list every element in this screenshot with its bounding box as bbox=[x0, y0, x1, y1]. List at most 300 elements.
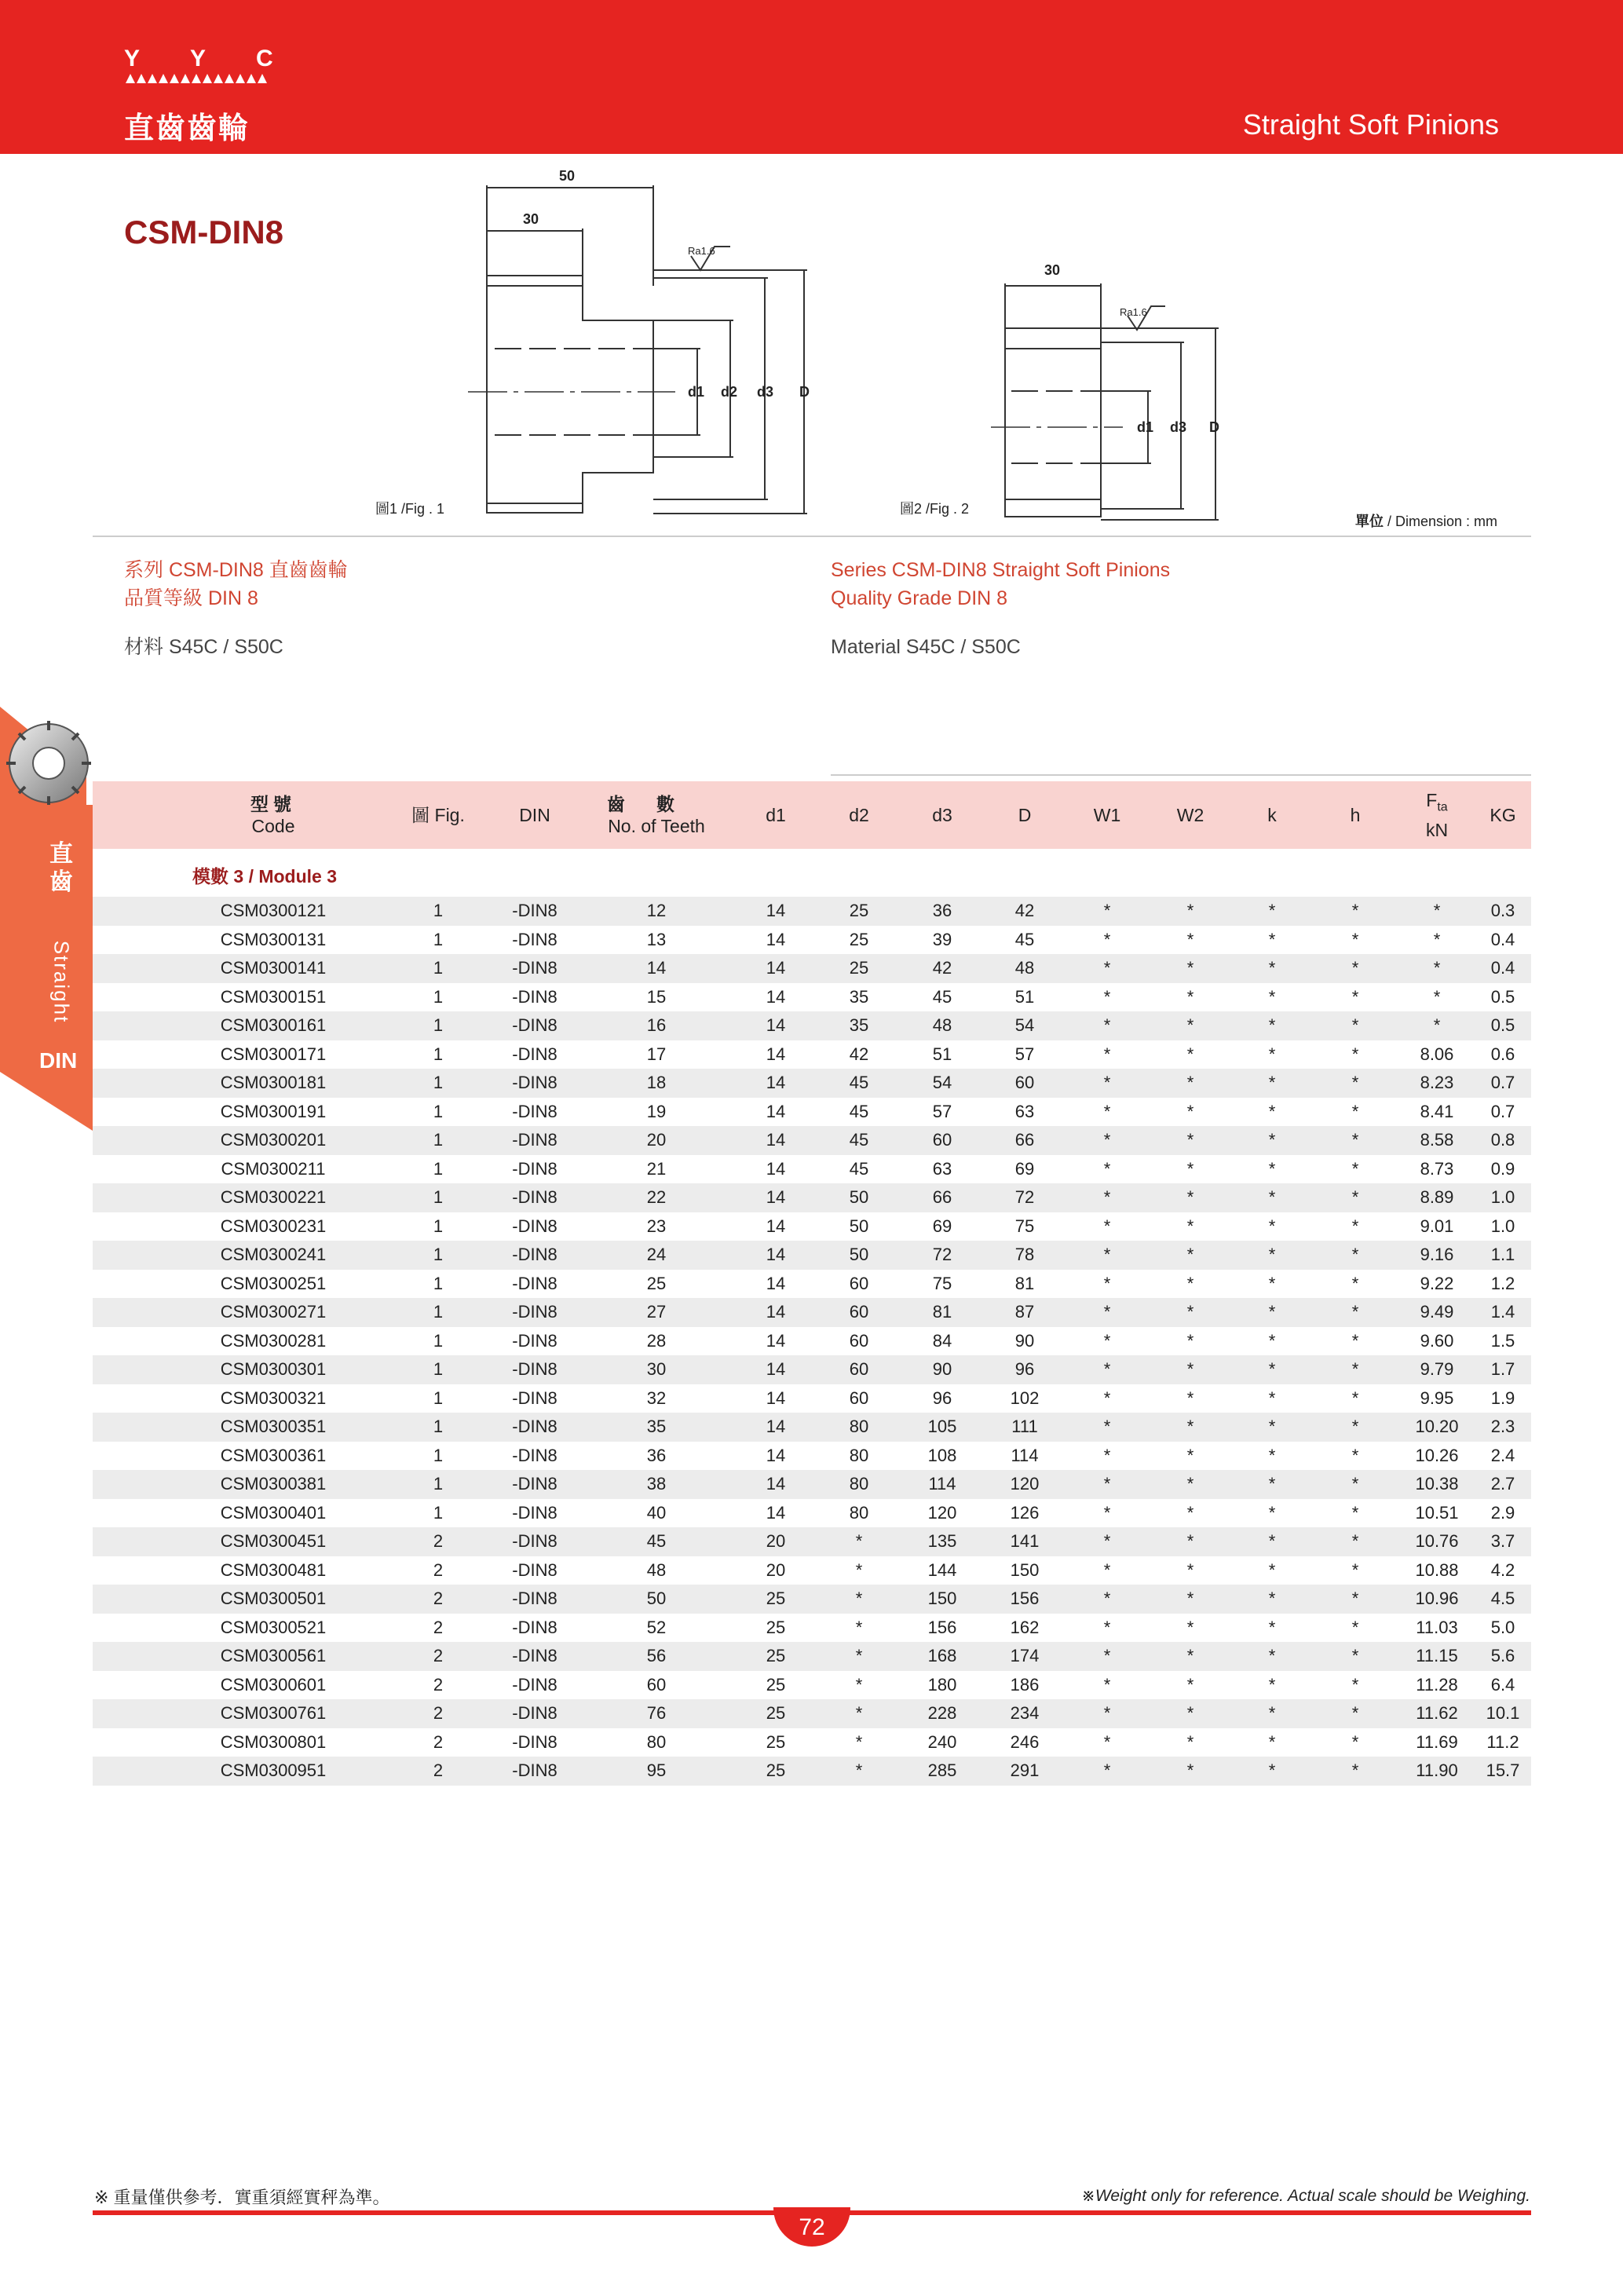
cell-kg: 0.3 bbox=[1490, 901, 1515, 920]
cell-w2: * bbox=[1186, 1617, 1194, 1637]
cell-teeth: 40 bbox=[646, 1502, 667, 1523]
cell-D: 42 bbox=[1014, 901, 1035, 920]
category-title-cn: 直齒齒輪 bbox=[124, 112, 250, 145]
cell-w1: * bbox=[1103, 1273, 1111, 1293]
cell-w1: * bbox=[1103, 1101, 1111, 1121]
cell-w2: * bbox=[1186, 929, 1194, 949]
cell-D: 186 bbox=[1010, 1674, 1040, 1695]
cell-kg: 1.2 bbox=[1490, 1273, 1515, 1293]
cell-d2: * bbox=[855, 1646, 863, 1665]
cell-teeth: 22 bbox=[646, 1187, 667, 1207]
cell-din: -DIN8 bbox=[512, 1417, 557, 1436]
cell-code: CSM0300181 bbox=[220, 1073, 327, 1092]
cell-k: * bbox=[1268, 1646, 1276, 1665]
cell-d2: 35 bbox=[849, 1015, 869, 1035]
header-d3: d3 bbox=[932, 805, 952, 825]
cell-kg: 11.2 bbox=[1486, 1731, 1519, 1752]
cell-teeth: 95 bbox=[646, 1760, 667, 1780]
cell-h: * bbox=[1351, 1073, 1359, 1092]
brand-logo-text: YYC bbox=[124, 46, 324, 71]
cell-w1: * bbox=[1103, 1559, 1111, 1580]
cell-D: 246 bbox=[1010, 1731, 1040, 1752]
header-d2: d2 bbox=[849, 805, 869, 825]
cell-D: 120 bbox=[1010, 1474, 1040, 1493]
cell-teeth: 15 bbox=[646, 986, 667, 1007]
table-row bbox=[93, 1384, 1531, 1413]
cell-d1: 14 bbox=[766, 1359, 786, 1379]
cell-w2: * bbox=[1186, 1101, 1194, 1121]
cell-d1: 14 bbox=[766, 958, 786, 978]
cell-h: * bbox=[1351, 1216, 1359, 1236]
cell-kg: 5.6 bbox=[1490, 1646, 1515, 1665]
divider bbox=[831, 774, 1531, 776]
cell-fta: * bbox=[1433, 958, 1441, 978]
cell-fig: 1 bbox=[433, 1130, 444, 1150]
cell-fta: 8.89 bbox=[1420, 1187, 1454, 1207]
fig1-label-D: D bbox=[799, 384, 810, 400]
fig1-label-d3: d3 bbox=[757, 384, 774, 400]
cell-din: -DIN8 bbox=[512, 958, 557, 978]
cell-teeth: 24 bbox=[646, 1245, 667, 1264]
cell-code: CSM0300171 bbox=[220, 1044, 327, 1064]
cell-w2: * bbox=[1186, 1589, 1194, 1608]
cell-w1: * bbox=[1103, 1044, 1111, 1064]
cell-din: -DIN8 bbox=[512, 1073, 557, 1092]
cell-h: * bbox=[1351, 1531, 1359, 1551]
cell-h: * bbox=[1351, 986, 1359, 1007]
cell-d2: 50 bbox=[849, 1187, 869, 1207]
cell-kg: 2.3 bbox=[1490, 1417, 1515, 1436]
cell-D: 114 bbox=[1011, 1445, 1039, 1465]
cell-code: CSM0300451 bbox=[220, 1531, 327, 1551]
cell-d3: 156 bbox=[927, 1617, 957, 1637]
cell-teeth: 76 bbox=[646, 1703, 667, 1723]
cell-din: -DIN8 bbox=[512, 1359, 557, 1379]
series-en: Series CSM-DIN8 Straight Soft Pinions bbox=[831, 559, 1171, 581]
cell-din: -DIN8 bbox=[512, 1617, 557, 1637]
cell-code: CSM0300301 bbox=[220, 1359, 327, 1379]
cell-code: CSM0300361 bbox=[220, 1445, 327, 1465]
cell-d2: 80 bbox=[849, 1417, 869, 1436]
cell-din: -DIN8 bbox=[512, 1760, 557, 1780]
cell-fig: 1 bbox=[433, 1387, 444, 1408]
cell-fig: 1 bbox=[433, 1417, 444, 1436]
table-row bbox=[93, 1556, 1531, 1585]
cell-teeth: 18 bbox=[646, 1073, 667, 1092]
cell-k: * bbox=[1268, 1015, 1276, 1035]
cell-fta: 8.73 bbox=[1420, 1158, 1454, 1179]
cell-teeth: 45 bbox=[646, 1531, 667, 1551]
table-row bbox=[93, 983, 1531, 1012]
cell-din: -DIN8 bbox=[512, 986, 557, 1007]
cell-k: * bbox=[1268, 901, 1276, 920]
cell-d2: 45 bbox=[849, 1101, 869, 1121]
cell-d1: 14 bbox=[766, 1130, 786, 1150]
cell-w2: * bbox=[1186, 1216, 1194, 1236]
cell-w2: * bbox=[1186, 1273, 1194, 1293]
cell-din: -DIN8 bbox=[512, 1130, 557, 1150]
header-kg: KG bbox=[1490, 805, 1516, 825]
table-row bbox=[93, 1155, 1531, 1184]
cell-code: CSM0300351 bbox=[220, 1417, 327, 1436]
cell-d2: * bbox=[855, 1703, 863, 1723]
cell-d2: * bbox=[855, 1589, 863, 1608]
cell-d1: 14 bbox=[766, 1474, 786, 1493]
cell-fta: 9.79 bbox=[1420, 1359, 1454, 1379]
table-row bbox=[93, 1671, 1531, 1700]
cell-d1: 14 bbox=[766, 1387, 786, 1408]
cell-code: CSM0300601 bbox=[220, 1674, 327, 1695]
cell-d1: 25 bbox=[766, 1589, 786, 1608]
cell-din: -DIN8 bbox=[512, 1216, 557, 1236]
cell-d2: 80 bbox=[849, 1474, 869, 1493]
unit-en: / Dimension : mm bbox=[1383, 514, 1497, 529]
cell-kg: 2.9 bbox=[1490, 1502, 1515, 1523]
cell-D: 90 bbox=[1014, 1330, 1035, 1351]
divider bbox=[93, 536, 1531, 537]
cell-d1: 14 bbox=[766, 1502, 786, 1523]
cell-kg: 4.2 bbox=[1490, 1559, 1515, 1580]
cell-w1: * bbox=[1103, 1617, 1111, 1637]
cell-h: * bbox=[1351, 1245, 1359, 1264]
cell-d1: 14 bbox=[766, 929, 786, 949]
cell-code: CSM0300381 bbox=[220, 1474, 327, 1493]
cell-fta: 10.20 bbox=[1415, 1417, 1459, 1436]
cell-d3: 75 bbox=[932, 1273, 952, 1293]
cell-d2: 50 bbox=[849, 1216, 869, 1236]
cell-D: 45 bbox=[1014, 929, 1035, 949]
cell-fig: 1 bbox=[433, 929, 444, 949]
cell-w1: * bbox=[1103, 1158, 1111, 1179]
cell-w2: * bbox=[1186, 1674, 1194, 1695]
cell-d3: 144 bbox=[927, 1559, 957, 1580]
cell-h: * bbox=[1351, 1617, 1359, 1637]
cell-code: CSM0300951 bbox=[220, 1760, 327, 1780]
fig1-label-d1: d1 bbox=[688, 384, 705, 400]
cell-code: CSM0300241 bbox=[220, 1245, 327, 1264]
cell-teeth: 23 bbox=[646, 1216, 667, 1236]
cell-d1: 14 bbox=[766, 1044, 786, 1064]
cell-d1: 25 bbox=[766, 1760, 786, 1780]
fig2-dim-face: 30 bbox=[1044, 262, 1061, 278]
cell-fig: 1 bbox=[433, 1216, 444, 1236]
cell-code: CSM0300521 bbox=[220, 1617, 327, 1637]
cell-h: * bbox=[1351, 1731, 1359, 1752]
cell-w2: * bbox=[1186, 1130, 1194, 1150]
cell-d1: 14 bbox=[766, 1101, 786, 1121]
cell-fig: 2 bbox=[433, 1617, 444, 1637]
cell-w1: * bbox=[1103, 1674, 1111, 1695]
table-row bbox=[93, 1241, 1531, 1270]
cell-k: * bbox=[1268, 1130, 1276, 1150]
cell-k: * bbox=[1268, 1330, 1276, 1351]
cell-w1: * bbox=[1103, 958, 1111, 978]
cell-fta: 10.51 bbox=[1415, 1502, 1459, 1523]
cell-k: * bbox=[1268, 986, 1276, 1007]
cell-fta: 11.90 bbox=[1416, 1760, 1458, 1780]
category-title-en: Straight Soft Pinions bbox=[1242, 108, 1499, 141]
cell-d2: 25 bbox=[849, 958, 869, 978]
cell-teeth: 32 bbox=[646, 1387, 667, 1408]
cell-d1: 14 bbox=[766, 1273, 786, 1293]
header-k: k bbox=[1267, 805, 1277, 825]
cell-d3: 240 bbox=[927, 1731, 957, 1752]
cell-d3: 120 bbox=[927, 1502, 957, 1523]
unit-cn: 單位 bbox=[1354, 514, 1384, 529]
cell-h: * bbox=[1351, 1302, 1359, 1322]
cell-w1: * bbox=[1103, 986, 1111, 1007]
cell-k: * bbox=[1268, 1531, 1276, 1551]
cell-w2: * bbox=[1186, 1245, 1194, 1264]
grade-cn: 品質等級 DIN 8 bbox=[124, 587, 258, 609]
cell-fig: 2 bbox=[433, 1531, 444, 1551]
grade-en: Quality Grade DIN 8 bbox=[831, 587, 1008, 609]
cell-D: 51 bbox=[1014, 986, 1035, 1007]
cell-w2: * bbox=[1186, 1559, 1194, 1580]
fig2-roughness: Ra1.6 bbox=[1120, 306, 1147, 318]
cell-kg: 2.7 bbox=[1490, 1474, 1515, 1493]
fig2-label-D: D bbox=[1209, 419, 1219, 435]
cell-code: CSM0300131 bbox=[220, 929, 327, 949]
cell-fta: 9.95 bbox=[1420, 1387, 1454, 1408]
cell-h: * bbox=[1351, 1015, 1359, 1035]
cell-kg: 1.9 bbox=[1490, 1387, 1515, 1408]
cell-w2: * bbox=[1186, 1502, 1194, 1523]
cell-h: * bbox=[1351, 1158, 1359, 1179]
gear-photo-icon bbox=[0, 691, 93, 809]
cell-k: * bbox=[1268, 1674, 1276, 1695]
cell-code: CSM0300761 bbox=[220, 1703, 327, 1723]
table-header bbox=[93, 781, 1531, 849]
header-D: D bbox=[1018, 805, 1032, 825]
cell-k: * bbox=[1268, 1044, 1276, 1064]
cell-d1: 14 bbox=[766, 1330, 786, 1351]
series-cn: 系列 CSM-DIN8 直齒齒輪 bbox=[124, 559, 348, 581]
cell-w1: * bbox=[1103, 1302, 1111, 1322]
cell-d2: * bbox=[855, 1760, 863, 1780]
cell-fig: 1 bbox=[433, 1187, 444, 1207]
cell-w2: * bbox=[1186, 1445, 1194, 1465]
cell-d3: 72 bbox=[932, 1245, 952, 1264]
table-row bbox=[93, 1413, 1531, 1442]
cell-fig: 1 bbox=[433, 1245, 444, 1264]
cell-d1: 25 bbox=[766, 1731, 786, 1752]
table-row bbox=[93, 1270, 1531, 1299]
cell-d2: 60 bbox=[849, 1302, 869, 1322]
cell-code: CSM0300191 bbox=[220, 1101, 327, 1121]
cell-h: * bbox=[1351, 1502, 1359, 1523]
cell-fig: 1 bbox=[433, 1015, 444, 1035]
table-body bbox=[93, 897, 1531, 1786]
cell-D: 111 bbox=[1011, 1417, 1038, 1436]
cell-din: -DIN8 bbox=[512, 1531, 557, 1551]
cell-d1: 14 bbox=[766, 1158, 786, 1179]
cell-h: * bbox=[1351, 1044, 1359, 1064]
table-row bbox=[93, 1098, 1531, 1127]
cell-w1: * bbox=[1103, 1216, 1111, 1236]
cell-d2: * bbox=[855, 1674, 863, 1695]
cell-d1: 25 bbox=[766, 1617, 786, 1637]
cell-fta: * bbox=[1433, 986, 1441, 1007]
cell-w2: * bbox=[1186, 1646, 1194, 1665]
cell-d1: 14 bbox=[766, 1216, 786, 1236]
cell-teeth: 13 bbox=[646, 929, 667, 949]
cell-h: * bbox=[1351, 1559, 1359, 1580]
cell-h: * bbox=[1351, 1760, 1359, 1780]
header-d1: d1 bbox=[766, 805, 786, 825]
cell-h: * bbox=[1351, 1101, 1359, 1121]
cell-kg: 10.1 bbox=[1486, 1703, 1520, 1723]
cell-d3: 66 bbox=[932, 1187, 952, 1207]
cell-k: * bbox=[1268, 1731, 1276, 1752]
header-w2: W2 bbox=[1176, 805, 1204, 825]
table-row bbox=[93, 1355, 1531, 1384]
cell-teeth: 56 bbox=[646, 1646, 667, 1665]
cell-d3: 42 bbox=[932, 958, 952, 978]
cell-w2: * bbox=[1186, 1015, 1194, 1035]
cell-teeth: 38 bbox=[646, 1474, 667, 1493]
cell-w1: * bbox=[1103, 901, 1111, 920]
cell-d1: 14 bbox=[766, 1417, 786, 1436]
cell-code: CSM0300801 bbox=[220, 1731, 327, 1752]
fig2-label-d3: d3 bbox=[1170, 419, 1187, 435]
cell-din: -DIN8 bbox=[512, 901, 557, 920]
cell-k: * bbox=[1268, 1187, 1276, 1207]
cell-d2: 60 bbox=[849, 1330, 869, 1351]
cell-w2: * bbox=[1186, 1760, 1194, 1780]
cell-d2: 50 bbox=[849, 1245, 869, 1264]
cell-w1: * bbox=[1103, 929, 1111, 949]
cell-fta: 9.60 bbox=[1420, 1330, 1454, 1351]
cell-k: * bbox=[1268, 1760, 1276, 1780]
cell-din: -DIN8 bbox=[512, 1674, 557, 1695]
cell-d2: 60 bbox=[849, 1387, 869, 1408]
cell-w2: * bbox=[1186, 1703, 1194, 1723]
cell-fig: 2 bbox=[433, 1703, 444, 1723]
cell-code: CSM0300561 bbox=[220, 1646, 327, 1665]
header-fta: $F_{ta}$ kN bbox=[1425, 790, 1449, 840]
cell-kg: 1.1 bbox=[1490, 1245, 1515, 1264]
cell-din: -DIN8 bbox=[512, 1502, 557, 1523]
cell-D: 234 bbox=[1010, 1703, 1040, 1723]
cell-d2: * bbox=[855, 1531, 863, 1551]
cell-d1: 14 bbox=[766, 1445, 786, 1465]
cell-h: * bbox=[1351, 1387, 1359, 1408]
cell-d1: 14 bbox=[766, 986, 786, 1007]
cell-fta: 11.28 bbox=[1416, 1674, 1458, 1695]
cell-d3: 150 bbox=[927, 1589, 957, 1608]
cell-d3: 90 bbox=[932, 1359, 952, 1379]
module-label: 模數 3 / Module 3 bbox=[192, 866, 338, 887]
table-row bbox=[93, 1298, 1531, 1327]
cell-D: 96 bbox=[1014, 1359, 1035, 1379]
cell-k: * bbox=[1268, 1617, 1276, 1637]
cell-kg: 1.4 bbox=[1490, 1302, 1515, 1322]
cell-d3: 36 bbox=[932, 901, 952, 920]
cell-D: 102 bbox=[1010, 1387, 1040, 1408]
cell-kg: 5.0 bbox=[1490, 1617, 1515, 1637]
cell-h: * bbox=[1351, 1273, 1359, 1293]
cell-kg: 0.7 bbox=[1490, 1101, 1515, 1121]
fig1-dim-hub: 30 bbox=[523, 211, 539, 227]
cell-din: -DIN8 bbox=[512, 1187, 557, 1207]
cell-D: 81 bbox=[1014, 1273, 1035, 1293]
cell-code: CSM0300251 bbox=[220, 1273, 327, 1293]
cell-D: 66 bbox=[1014, 1130, 1035, 1150]
cell-k: * bbox=[1268, 1158, 1276, 1179]
cell-d3: 105 bbox=[927, 1417, 957, 1436]
cell-teeth: 50 bbox=[646, 1589, 667, 1608]
cell-d2: 25 bbox=[849, 901, 869, 920]
cell-k: * bbox=[1268, 1589, 1276, 1608]
table-row bbox=[93, 926, 1531, 955]
cell-kg: 6.4 bbox=[1490, 1674, 1515, 1695]
cell-kg: 1.0 bbox=[1490, 1187, 1515, 1207]
cell-fig: 2 bbox=[433, 1731, 444, 1752]
cell-d3: 69 bbox=[932, 1216, 952, 1236]
cell-fig: 1 bbox=[433, 1474, 444, 1493]
cell-h: * bbox=[1351, 1445, 1359, 1465]
cell-d3: 51 bbox=[932, 1044, 952, 1064]
cell-code: CSM0300161 bbox=[220, 1015, 327, 1035]
cell-d2: 60 bbox=[849, 1273, 869, 1293]
cell-w2: * bbox=[1186, 1044, 1194, 1064]
cell-w1: * bbox=[1103, 1387, 1111, 1408]
cell-din: -DIN8 bbox=[512, 1330, 557, 1351]
cell-h: * bbox=[1351, 1187, 1359, 1207]
cell-teeth: 60 bbox=[646, 1674, 667, 1695]
gear-teeth-logo-icon bbox=[124, 72, 281, 85]
table-row bbox=[93, 1585, 1531, 1614]
footer-note-en: ※Weight only for reference. Actual scale should be Weighing. bbox=[1081, 2187, 1530, 2205]
cell-din: -DIN8 bbox=[512, 1015, 557, 1035]
cell-kg: 0.9 bbox=[1490, 1158, 1515, 1179]
table-row bbox=[93, 1728, 1531, 1757]
cell-din: -DIN8 bbox=[512, 1703, 557, 1723]
cell-d1: 14 bbox=[766, 901, 786, 920]
cell-teeth: 36 bbox=[646, 1445, 667, 1465]
cell-fta: 8.23 bbox=[1420, 1073, 1454, 1092]
cell-w1: * bbox=[1103, 1330, 1111, 1351]
header-h: h bbox=[1350, 805, 1361, 825]
cell-k: * bbox=[1268, 1417, 1276, 1436]
cell-h: * bbox=[1351, 1674, 1359, 1695]
cell-D: 54 bbox=[1014, 1015, 1035, 1035]
table-row bbox=[93, 1212, 1531, 1241]
cell-w2: * bbox=[1186, 1073, 1194, 1092]
cell-w1: * bbox=[1103, 1760, 1111, 1780]
cell-D: 162 bbox=[1010, 1617, 1040, 1637]
cell-k: * bbox=[1268, 1502, 1276, 1523]
cell-fta: 10.88 bbox=[1415, 1559, 1459, 1580]
cell-fta: 8.41 bbox=[1420, 1101, 1454, 1121]
cell-k: * bbox=[1268, 929, 1276, 949]
cell-kg: 0.4 bbox=[1490, 958, 1515, 978]
cell-code: CSM0300231 bbox=[220, 1216, 327, 1236]
cell-d1: 14 bbox=[766, 1245, 786, 1264]
cell-w1: * bbox=[1103, 1589, 1111, 1608]
fig1-caption: 圖1 /Fig . 1 bbox=[375, 501, 445, 517]
cell-d1: 20 bbox=[766, 1531, 786, 1551]
side-tab-en: Straight bbox=[49, 940, 74, 1024]
table-row bbox=[93, 1011, 1531, 1040]
cell-fta: * bbox=[1433, 1015, 1441, 1035]
cell-d3: 108 bbox=[927, 1445, 957, 1465]
cell-d2: 80 bbox=[849, 1502, 869, 1523]
cell-fta: 11.15 bbox=[1416, 1646, 1458, 1665]
cell-kg: 2.4 bbox=[1490, 1445, 1515, 1465]
cell-w2: * bbox=[1186, 1302, 1194, 1322]
